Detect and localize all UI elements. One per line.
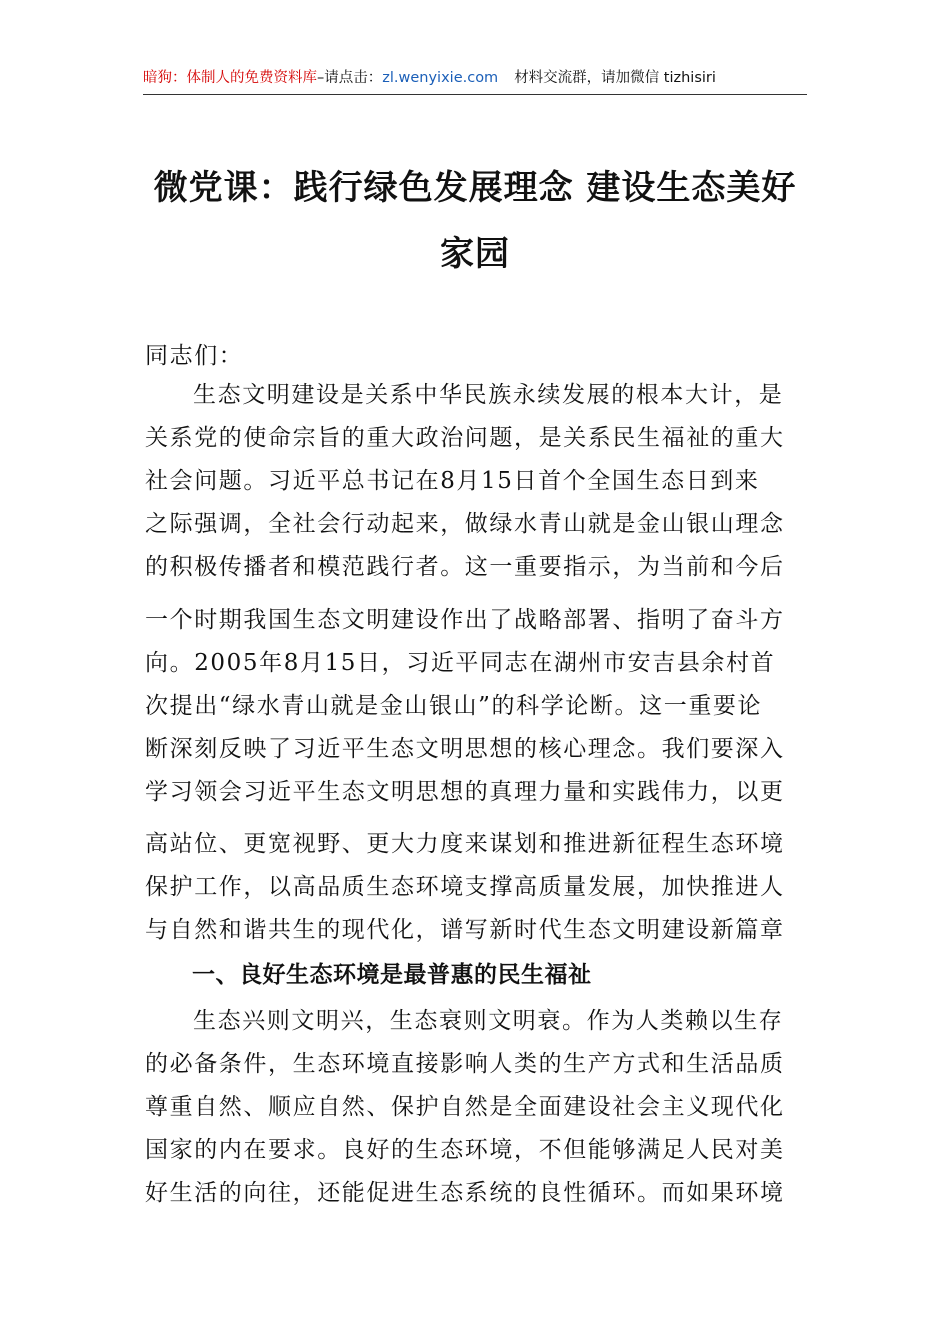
paragraph-line: 与自然和谐共生的现代化，谱写新时代生态文明建设新篇章 [145, 917, 785, 943]
paragraph-line: 次提出“绿水青山就是金山银山”的科学论断。这一重要论 [145, 693, 763, 719]
paragraph-line: 一个时期我国生态文明建设作出了战略部署、指明了奋斗方 [145, 607, 785, 633]
greeting: 同志们： [145, 343, 244, 369]
header-contact: 材料交流群，请加微信 tizhisiri [514, 70, 716, 86]
paragraph-line: 高站位、更宽视野、更大力度来谋划和推进新征程生态环境 [145, 831, 785, 857]
paragraph-line: 尊重自然、顺应自然、保护自然是全面建设社会主义现代化 [145, 1094, 785, 1120]
paragraph-line: 好生活的向往，还能促进生态系统的良性循环。而如果环境 [145, 1180, 785, 1206]
paragraph-line: 的必备条件，生态环境直接影响人类的生产方式和生活品质 [145, 1051, 785, 1077]
paragraph-line: 生态文明建设是关系中华民族永续发展的根本大计，是 [193, 382, 784, 408]
paragraph-line: 学习领会习近平生态文明思想的真理力量和实践伟力，以更 [145, 779, 785, 805]
paragraph-line: 保护工作，以高品质生态环境支撑高质量发展，加快推进人 [145, 874, 785, 900]
page-header [143, 68, 807, 95]
paragraph-line: 国家的内在要求。良好的生态环境，不但能够满足人民对美 [145, 1137, 785, 1163]
paragraph-line: 生态兴则文明兴，生态衰则文明衰。作为人类赖以生存 [193, 1008, 784, 1034]
header-brand: 暗狗：体制人的免费资料库 [143, 70, 317, 86]
paragraph-line: 社会问题。习近平总书记在8月15日首个全国生态日到来 [145, 468, 760, 494]
document-title-line1: 微党课：践行绿色发展理念 建设生态美好 [153, 168, 797, 208]
header-click-prompt: –请点击： [317, 70, 383, 86]
paragraph-line: 之际强调，全社会行动起来，做绿水青山就是金山银山理念 [145, 511, 785, 537]
paragraph-line: 关系党的使命宗旨的重大政治问题，是关系民生福祉的重大 [145, 425, 785, 451]
paragraph-line: 的积极传播者和模范践行者。这一重要指示，为当前和今后 [145, 554, 785, 580]
section-1-heading: 一、良好生态环境是最普惠的民生福祉 [192, 962, 592, 988]
document-title-line2: 家园 [440, 234, 510, 274]
paragraph-line: 向。2005年8月15日，习近平同志在湖州市安吉县余村首 [145, 650, 776, 676]
header-url-link[interactable]: zl.wenyixie.com [382, 70, 499, 86]
paragraph-line: 断深刻反映了习近平生态文明思想的核心理念。我们要深入 [145, 736, 785, 762]
